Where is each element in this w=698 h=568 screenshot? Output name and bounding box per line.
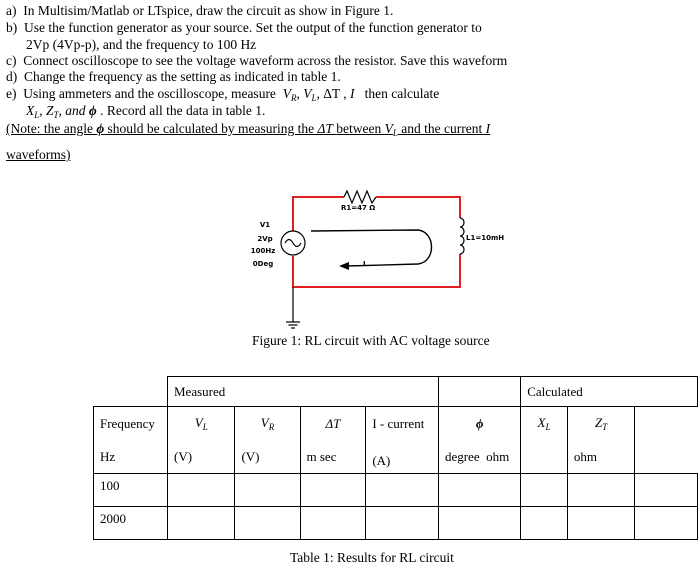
table-row <box>94 473 698 506</box>
source-label-frequency: 100Hz <box>250 247 276 255</box>
current-header: I - current <box>366 407 439 441</box>
unit-vl: (V) <box>167 441 234 474</box>
calculated-header: Calculated <box>521 377 698 407</box>
unit-phi: degree ohm <box>438 441 520 474</box>
resistor-symbol <box>344 191 376 203</box>
table-row <box>94 506 698 539</box>
wire-bottom <box>293 254 460 287</box>
inductor-label: L1=10mH <box>466 234 505 242</box>
measured-header: Measured <box>167 377 438 407</box>
group-header-row <box>94 377 698 407</box>
instruction-b: b) Use the function generator as your source. Set the output of the function generator to <box>6 20 482 35</box>
row-frequency-100: 100 <box>94 473 168 506</box>
instruction-e: e) Using ammeters and the oscilloscope, measure $V_R$, $V_L$, ΔT , I then calculate <box>6 86 440 103</box>
row-frequency-2000: 2000 <box>94 506 168 539</box>
vl-header: $V_L$ <box>167 407 234 441</box>
unit-hz: Hz <box>94 441 168 474</box>
instruction-e-cont: $X_L$, $Z_T$, and ϕ . Record all the data in table 1. <box>26 103 266 120</box>
results-table <box>93 376 698 540</box>
header-row <box>94 407 698 441</box>
source-label-amplitude: 2Vp <box>257 235 273 243</box>
xl-header: $X_L$ <box>521 407 568 441</box>
resistor-label: R1=47 Ω <box>341 204 376 212</box>
note-line-1: (Note: the angle ϕ should be calculated by measuring the ΔT between $V_L$ and the current I <box>6 121 491 138</box>
instruction-d: d) Change the frequency as the setting as indicated in table 1. <box>6 69 341 84</box>
note-line-2: waveforms) <box>6 147 71 162</box>
instruction-a: a) In Multisim/Matlab or LTspice, draw the circuit as show in Figure 1. <box>6 3 394 18</box>
frequency-header: Frequency <box>94 407 168 441</box>
dt-header: ΔT <box>300 407 366 441</box>
inductor-symbol <box>460 218 464 254</box>
vr-header: $V_R$ <box>235 407 300 441</box>
current-label: I <box>363 260 366 268</box>
units-row <box>94 441 698 474</box>
instruction-b-cont: 2Vp (4Vp-p), and the frequency to 100 Hz <box>26 37 257 52</box>
wire-top-left <box>293 197 344 231</box>
zt-header: $Z_T$ <box>567 407 635 441</box>
figure-caption: Figure 1: RL circuit with AC voltage source <box>252 333 490 348</box>
source-label-name: V1 <box>259 221 271 229</box>
instruction-c: c) Connect oscilloscope to see the voltage waveform across the resistor. Save this waveform <box>6 53 508 68</box>
unit-i: (A) <box>366 441 439 474</box>
wire-top-right <box>376 197 460 218</box>
unit-vr: (V) <box>235 441 300 474</box>
table-caption: Table 1: Results for RL circuit <box>290 550 454 565</box>
unit-zt: ohm <box>567 441 635 474</box>
current-loop-arrow <box>311 230 432 266</box>
unit-dt: m sec <box>300 441 366 474</box>
source-label-phase: 0Deg <box>252 260 274 268</box>
phi-header: ϕ <box>438 407 520 441</box>
